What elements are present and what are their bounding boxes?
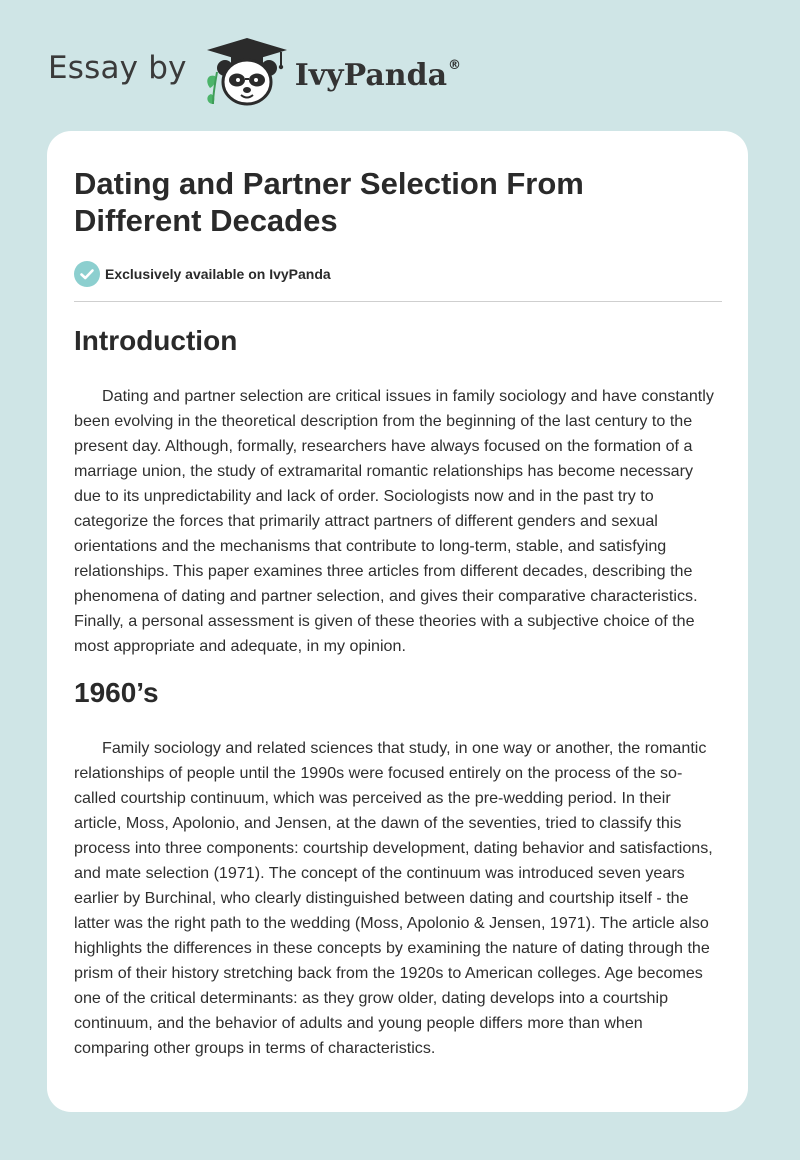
title-divider: [74, 301, 722, 302]
registered-mark: ®: [448, 57, 462, 73]
exclusive-badge-text: Exclusively available on IvyPanda: [105, 266, 331, 282]
exclusive-badge: [74, 261, 721, 287]
section-paragraph-1960s: Family sociology and related sciences that study, in one way or another, the romantic relationships of people until the 1990s were focused entirely on the process of the so-called courtship continuum, which was perceived as the pre-wedding period. In their article, Moss, Apolonio, and Jensen, at the dawn of the seventies, tried to classify this process into three components: courtship development, dating behavior and satisfactions, and mate selection (1971). The concept of the continuum was introduced seven years earlier by Burchinal, who clearly distinguished between dating and courtship itself - the latter was the right path to the wedding (Moss, Apolonio & Jensen, 1971). The article also highlights the differences in these concepts by examining the nature of dating through the prism of their history stretching back from the 1920s to American colleges. Age becomes one of the critical determinants: as they grow older, dating develops into a courtship continuum, and the behavior of adults and young people differs more than when comparing other groups in terms of characteristics.: [74, 739, 713, 1057]
essay-card: [47, 131, 748, 1112]
panda-graduate-icon[interactable]: [201, 36, 293, 108]
essay-by-label: Essay by: [48, 50, 187, 86]
page-title: Dating and Partner Selection From Different Decades: [74, 166, 584, 238]
site-header: [48, 36, 461, 108]
section-heading-1960s: 1960’s: [74, 677, 159, 708]
brand-name[interactable]: [295, 58, 461, 93]
section-heading-introduction: Introduction: [74, 325, 238, 356]
check-circle-icon: [74, 261, 100, 287]
brand-text: IvyPanda: [294, 57, 448, 93]
section-paragraph-introduction: Dating and partner selection are critical issues in family sociology and have constantly been evolving in the theoretical description from the beginning of the last century to the present day. Although, formally, researchers have always focused on the formation of a marriage union, the study of extramarital romantic relationships has become necessary due to its unpredictability and lack of order. Sociologists now and in the past try to categorize the forces that primarily attract partners of different genders and sexual orientations and the mechanisms that contribute to long-term, stable, and satisfying relationships. This paper examines three articles from different decades, describing the phenomena of dating and partner selection, and gives their comparative characteristics. Finally, a personal assessment is given of these theories with a subjective choice of the most appropriate and adequate, in my opinion.: [74, 387, 714, 655]
